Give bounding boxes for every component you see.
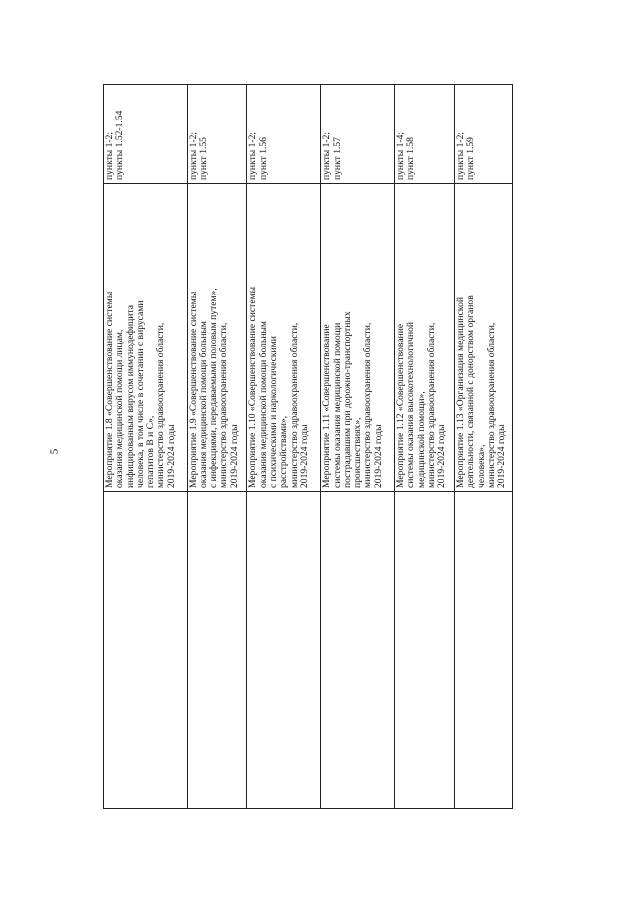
activity-line: происшествиях», bbox=[352, 417, 364, 488]
activity-line: Мероприятие 1.8 «Совершенствование системы bbox=[104, 291, 115, 488]
empty-cell bbox=[104, 491, 187, 808]
activity-line: системы оказания медицинской помощи bbox=[331, 322, 343, 488]
activity-line: Мероприятие 1.13 «Организация медицинской bbox=[454, 297, 466, 488]
activity-line: министерство здравоохранения области, bbox=[426, 322, 437, 488]
activity-line: Мероприятие 1.10 «Совершенствование системы bbox=[247, 286, 259, 488]
reference-line: пункт 1.57 bbox=[331, 137, 343, 180]
activity-line: 2019-2024 годы bbox=[165, 424, 177, 488]
activity-line: 2019-2024 годы bbox=[436, 424, 448, 488]
activity-line: министерство здравоохранения области, bbox=[218, 322, 230, 488]
activity-line: гепатитов В и С», bbox=[145, 415, 157, 488]
activity-line: Мероприятие 1.9 «Совершенствование системы bbox=[187, 291, 199, 488]
reference-line: пункт 1.58 bbox=[405, 137, 417, 180]
activity-cell bbox=[104, 183, 187, 491]
table-row bbox=[394, 85, 454, 808]
activity-line: человека, в том числе в сочетании с вирусами bbox=[134, 300, 146, 488]
activity-line: оказания медицинской помощи больным bbox=[257, 321, 269, 488]
reference-cell bbox=[188, 85, 247, 183]
reference-line: пункты 1.52-1.54 bbox=[114, 110, 126, 180]
activity-line: расстройствами», bbox=[278, 415, 290, 488]
empty-cell bbox=[395, 491, 454, 808]
activity-line: министерство здравоохранения области, bbox=[362, 322, 374, 488]
table-row bbox=[246, 85, 320, 808]
activity-line: медицинской помощи», bbox=[415, 391, 427, 488]
reference-line: пункты 1-2; bbox=[321, 131, 333, 180]
empty-cell bbox=[188, 491, 247, 808]
table-row bbox=[320, 85, 394, 808]
activity-line: 2019-2024 годы bbox=[496, 424, 508, 488]
table-row bbox=[104, 85, 187, 808]
reference-cell bbox=[321, 85, 394, 183]
reference-cell bbox=[455, 85, 512, 183]
activity-line: министерство здравоохранения области, bbox=[485, 322, 497, 488]
activity-line: оказания медицинской помощи больным bbox=[197, 321, 209, 488]
page-number: 5 bbox=[48, 448, 61, 455]
empty-cell bbox=[247, 491, 320, 808]
activity-cell bbox=[247, 183, 320, 491]
reference-cell bbox=[247, 85, 320, 183]
activity-cell bbox=[188, 183, 247, 491]
activity-line: министерство здравоохранения области, bbox=[288, 322, 300, 488]
activity-cell bbox=[455, 183, 512, 491]
reference-cell bbox=[395, 85, 454, 183]
empty-cell bbox=[321, 491, 394, 808]
document-table bbox=[103, 84, 513, 809]
activity-line: инфицированным вирусом иммунодефицита bbox=[124, 305, 136, 488]
empty-cell bbox=[455, 491, 512, 808]
activity-line: 2019-2024 годы bbox=[372, 424, 384, 488]
reference-cell bbox=[104, 85, 187, 183]
table-row bbox=[454, 85, 512, 808]
activity-line: с психическими и наркологическими bbox=[267, 336, 279, 488]
activity-line: системы оказания высокотехнологичной bbox=[405, 321, 417, 488]
reference-line: пункт 1.55 bbox=[197, 137, 209, 180]
activity-line: 2019-2024 годы bbox=[298, 424, 310, 488]
reference-line: пункт 1.59 bbox=[465, 137, 477, 180]
activity-line: человека», bbox=[475, 444, 487, 488]
activity-line: деятельности, связанной с донорством органов bbox=[465, 295, 477, 488]
reference-line: пункты 1-2; bbox=[247, 131, 259, 180]
activity-line: 2019-2024 годы bbox=[228, 424, 240, 488]
reference-line: пункт 1.56 bbox=[257, 137, 269, 180]
reference-line: пункты 1-4; bbox=[395, 131, 407, 180]
activity-line: с инфекциями, передаваемыми половым путем», bbox=[208, 288, 220, 488]
activity-cell bbox=[395, 183, 454, 491]
reference-line: пункты 1-2; bbox=[104, 131, 115, 180]
activity-line: оказания медицинской помощи лицам, bbox=[114, 329, 126, 488]
activity-cell bbox=[321, 183, 394, 491]
table-row bbox=[187, 85, 247, 808]
activity-line: министерство здравоохранения области, bbox=[155, 322, 167, 488]
reference-line: пункты 1-2; bbox=[454, 131, 466, 180]
rotated-table-wrapper bbox=[103, 84, 513, 809]
reference-line: пункты 1-2; bbox=[187, 131, 199, 180]
activity-line: Мероприятие 1.11 «Совершенствование bbox=[321, 324, 333, 488]
activity-line: пострадавшим при дорожно-транспортных bbox=[341, 311, 353, 488]
activity-line: Мероприятие 1.12 «Совершенствование bbox=[395, 323, 407, 488]
